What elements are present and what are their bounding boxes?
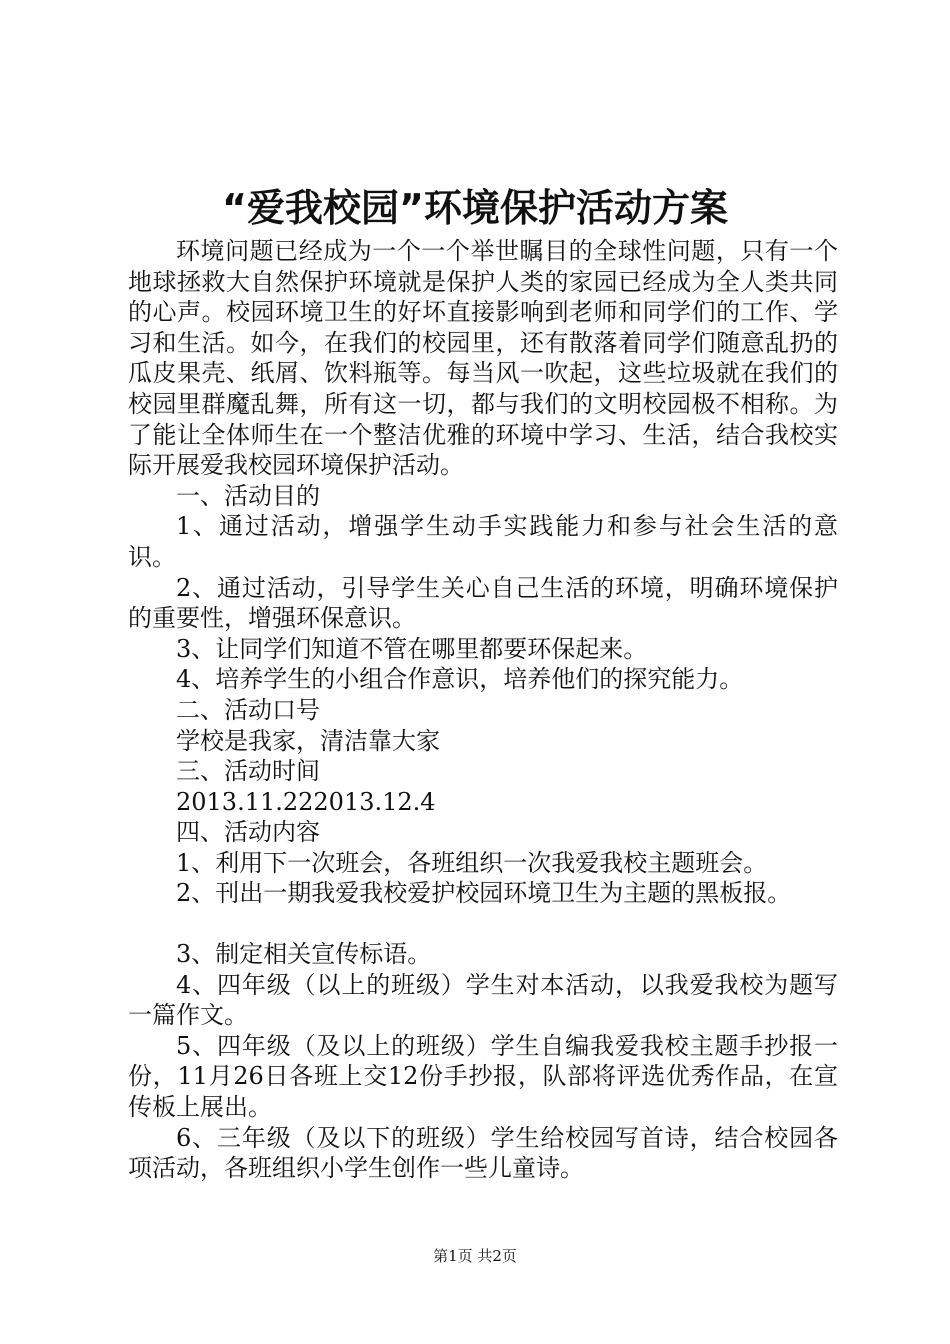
content-item: 3、制定相关宣传标语。 xyxy=(176,940,432,969)
content-item: 5、四年级（及以上的班级）学生自编我爱我校主题手抄报一份，11月26日各班上交12份手抄报，队部将评选优秀作品，在宣传板上展出。 xyxy=(128,1031,838,1122)
document-title: “爱我校园”环境保护活动方案 xyxy=(222,186,728,230)
purpose-item: 3、让同学们知道不管在哪里都要环保起来。 xyxy=(176,634,648,663)
blank-line xyxy=(128,909,838,939)
purpose-item: 1、通过活动，增强学生动手实践能力和参与社会生活的意识。 xyxy=(128,512,838,571)
content-item: 2、刊出一期我爱我校爱护校园环境卫生为主题的黑板报。 xyxy=(176,879,792,908)
section-heading-time: 三、活动时间 xyxy=(176,757,320,786)
purpose-item: 2、通过活动，引导学生关心自己生活的环境，明确环境保护的重要性，增强环保意识。 xyxy=(128,573,838,633)
page-number: 第1页 共2页 xyxy=(433,1247,517,1265)
intro-paragraph: 环境问题已经成为一个一个举世瞩目的全球性问题，只有一个地球拯救大自然保护环境就是保护人类的家园已经成为全人类共同的心声。校园环境卫生的好坏直接影响到老师和同学们的工作、学习和生活。如今，在我们的校园里，还有散落着同学们随意乱扔的瓜皮果壳、纸屑、饮料瓶等。每当风一吹起，这些垃圾就在我们的校园里群魔乱舞，所有这一切，都与我们的文明校园极不相称。为了能让全体师生在一个整洁优雅的环境中学习、生活，结合我校实际开展爱我校园环境保护活动。 xyxy=(128,237,838,480)
time-text: 2013.11.222013.12.4 xyxy=(176,787,436,816)
purpose-item: 4、培养学生的小组合作意识，培养他们的探究能力。 xyxy=(176,665,744,694)
document-body xyxy=(128,236,838,1184)
section-heading-slogan: 二、活动口号 xyxy=(176,695,320,724)
slogan-text: 学校是我家，清洁靠大家 xyxy=(176,726,440,755)
section-heading-content: 四、活动内容 xyxy=(176,818,320,847)
section-heading-purpose: 一、活动目的 xyxy=(176,481,320,510)
content-item: 1、利用下一次班会，各班组织一次我爱我校主题班会。 xyxy=(176,848,768,877)
content-item: 4、四年级（以上的班级）学生对本活动，以我爱我校为题写一篇作文。 xyxy=(128,970,838,1030)
content-item: 6、三年级（及以下的班级）学生给校园写首诗，结合校园各项活动，各班组织小学生创作一些儿童诗。 xyxy=(128,1123,838,1183)
